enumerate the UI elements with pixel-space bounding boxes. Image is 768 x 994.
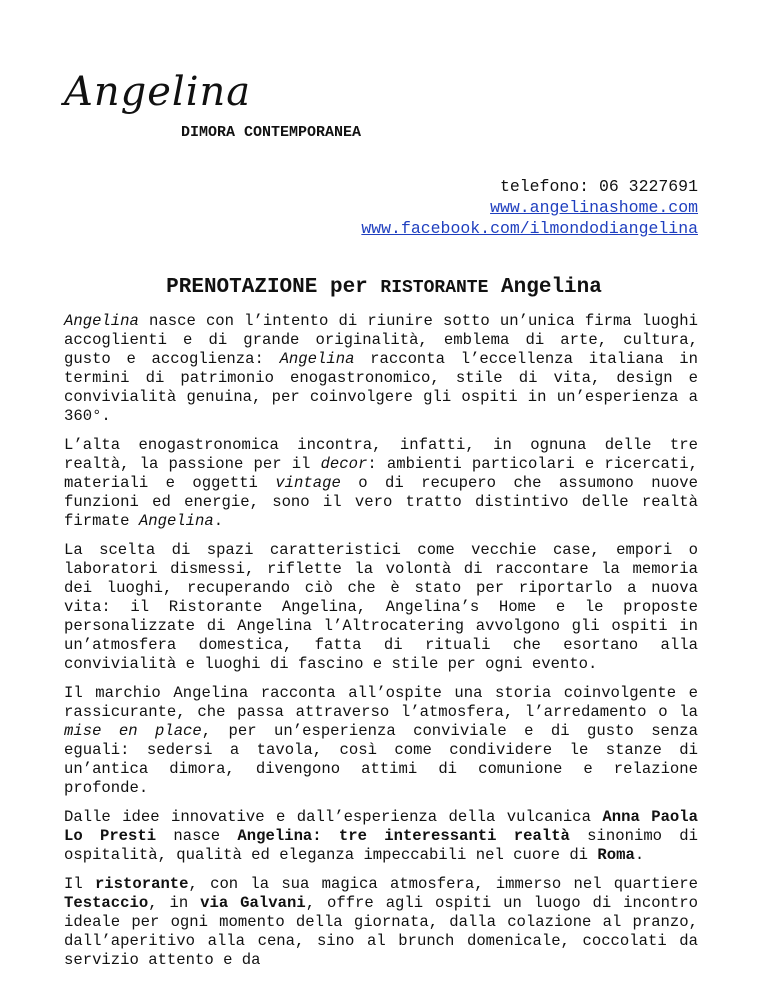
paragraph-1 [64, 312, 698, 426]
paragraph-5 [64, 808, 698, 865]
title-part-3: Angelina [501, 276, 602, 299]
p6-text-3: , in [148, 894, 201, 912]
p5-founder: Anna Paola Lo Presti [64, 808, 698, 845]
p6-text-2: , con la sua magica atmosfera, immerso nel quartiere [188, 875, 698, 893]
title-part-1: PRENOTAZIONE per [166, 276, 368, 299]
p5-text-2: nasce [156, 827, 238, 845]
p2-text-3: o di recupero che assumono nuove funzioni ed energie, sono il vero tratto distintivo delle realtà firmate [64, 474, 698, 530]
p1-text-1: nasce con l’intento di riunire sotto un’unica firma luoghi accoglienti e di grande originalità, emblema di arte, cultura, gusto e accoglienza: [64, 312, 698, 368]
p2-text-4: . [213, 512, 224, 530]
p5-roma: Roma [597, 846, 635, 864]
contact-block [198, 176, 698, 239]
paragraph-2 [64, 436, 698, 531]
p5-text-1: Dalle idee innovative e dall’esperienza della vulcanica [64, 808, 603, 826]
p5-realta: tre interessanti realtà [338, 827, 570, 845]
paragraph-4 [64, 684, 698, 798]
p5-brand: Angelina [237, 827, 313, 845]
paragraph-3: La scelta di spazi caratteristici come vecchie case, empori o laboratori dismessi, riflette la volontà di raccontare la memoria dei luoghi, recuperando ciò che è stato per riportarlo a nuova vita: il Ristorante Angelina, Angelina’s Home e le proposte personalizzate di Angelina l’Altrocatering avvolgono gli ospiti in un’atmosfera domestica, fatta di rituali che esortano alla convivialità e luoghi di fascino e stile per ogni evento. [64, 541, 698, 673]
logo-subtitle: DIMORA CONTEMPORANEA [181, 124, 362, 141]
page-title [64, 276, 704, 299]
p4-text-1: Il marchio Angelina racconta all’ospite una storia coinvolgente e rassicurante, che passa attraverso l’atmosfera, l’arredamento o la [64, 684, 698, 721]
p6-ristorante: ristorante [94, 875, 189, 893]
title-part-2: RISTORANTE [380, 278, 489, 298]
p2-text-1: L’alta enogastronomica incontra, infatti, in ognuna delle tre realtà, la passione per il [64, 436, 698, 473]
p6-text-4: , offre agli ospiti un luogo di incontro ideale per ogni momento della giornata, dalla colazione al pranzo, dall’aperitivo alla cena, sino al brunch domenicale, coccolati da servizio attento e da [64, 894, 699, 969]
p1-brand: Angelina [64, 312, 139, 330]
p4-mise-en-place: mise en place [64, 722, 202, 740]
p6-testaccio: Testaccio [64, 894, 149, 912]
p4-text-2: , per un’esperienza conviviale e di gusto senza eguali: sedersi a tavola, così come condividere le stanze di un’antica dimora, divengono attimi di comunione e relazione profonde. [64, 722, 698, 797]
p1-text-2: racconta l’eccellenza italiana in termini di patrimonio enogastronomico, stile di vita, design e convivialità genuina, per coinvolgere gli ospiti in un’esperienza a 360°. [64, 350, 698, 425]
p2-vintage: vintage [275, 474, 341, 492]
p1-brand-2: Angelina [279, 350, 355, 368]
p6-text-1: Il [64, 875, 95, 893]
p2-text-2: : ambienti particolari e ricercati, materiali e oggetti [64, 455, 698, 492]
p2-decor: decor [320, 455, 368, 473]
p6-via-galvani: via Galvani [200, 894, 306, 912]
angelina-logo: Angelina [64, 69, 252, 115]
p5-text-3: sinonimo di ospitalità, qualità ed eleganza impeccabili nel cuore di [64, 827, 698, 864]
phone-number: telefono: 06 3227691 [499, 177, 698, 196]
website-link[interactable]: www.angelinashome.com [490, 198, 698, 217]
p5-text-4: . [634, 846, 645, 864]
p2-brand: Angelina [138, 512, 214, 530]
facebook-link[interactable]: www.facebook.com/ilmondodiangelina [361, 219, 698, 238]
paragraph-6 [64, 875, 698, 970]
body-text [64, 312, 698, 980]
p5-colon: : [312, 827, 339, 845]
